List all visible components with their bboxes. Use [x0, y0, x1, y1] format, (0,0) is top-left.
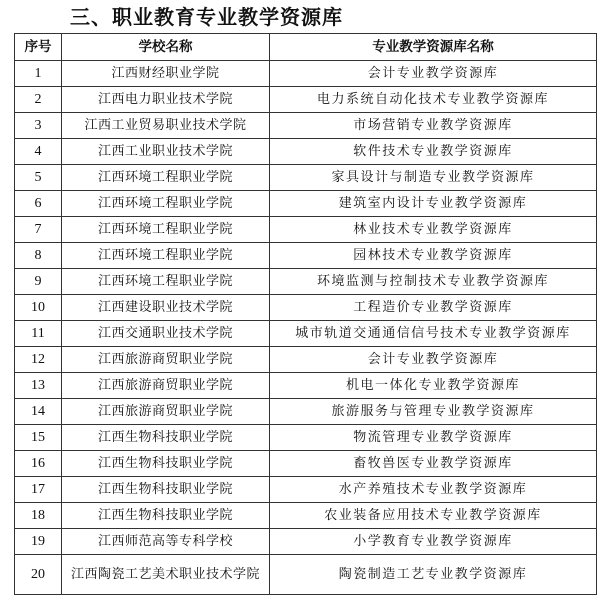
- school-name: 江西环境工程职业学院: [62, 217, 270, 243]
- library-name: 水产养殖技术专业教学资源库: [270, 477, 597, 503]
- table-row: [15, 217, 597, 243]
- table-row: [15, 191, 597, 217]
- row-number: 5: [15, 165, 62, 191]
- school-name: 江西师范高等专科学校: [62, 529, 270, 555]
- library-name: 物流管理专业教学资源库: [270, 425, 597, 451]
- row-number: 6: [15, 191, 62, 217]
- table-header-row: [15, 34, 597, 61]
- library-name: 会计专业教学资源库: [270, 61, 597, 87]
- row-number: 20: [15, 555, 62, 595]
- library-name: 城市轨道交通通信信号技术专业教学资源库: [270, 321, 597, 347]
- row-number: 19: [15, 529, 62, 555]
- table-row: [15, 425, 597, 451]
- library-name: 园林技术专业教学资源库: [270, 243, 597, 269]
- table-row: [15, 451, 597, 477]
- library-name: 市场营销专业教学资源库: [270, 113, 597, 139]
- column-header-school: 学校名称: [62, 34, 270, 61]
- table-row: [15, 87, 597, 113]
- row-number: 12: [15, 347, 62, 373]
- section-heading: 三、职业教育专业教学资源库: [70, 5, 343, 29]
- table-row: [15, 61, 597, 87]
- library-name: 软件技术专业教学资源库: [270, 139, 597, 165]
- table-row: [15, 165, 597, 191]
- table-row: [15, 555, 597, 595]
- library-name: 环境监测与控制技术专业教学资源库: [270, 269, 597, 295]
- library-name: 旅游服务与管理专业教学资源库: [270, 399, 597, 425]
- table-row: [15, 373, 597, 399]
- school-name: 江西陶瓷工艺美术职业技术学院: [62, 555, 270, 595]
- school-name: 江西环境工程职业学院: [62, 165, 270, 191]
- row-number: 16: [15, 451, 62, 477]
- school-name: 江西生物科技职业学院: [62, 425, 270, 451]
- row-number: 4: [15, 139, 62, 165]
- row-number: 9: [15, 269, 62, 295]
- school-name: 江西电力职业技术学院: [62, 87, 270, 113]
- school-name: 江西工业职业技术学院: [62, 139, 270, 165]
- school-name: 江西交通职业技术学院: [62, 321, 270, 347]
- library-name: 会计专业教学资源库: [270, 347, 597, 373]
- table-row: [15, 321, 597, 347]
- row-number: 2: [15, 87, 62, 113]
- library-name: 工程造价专业教学资源库: [270, 295, 597, 321]
- library-name: 小学教育专业教学资源库: [270, 529, 597, 555]
- table-row: [15, 477, 597, 503]
- school-name: 江西生物科技职业学院: [62, 503, 270, 529]
- row-number: 15: [15, 425, 62, 451]
- row-number: 18: [15, 503, 62, 529]
- table-row: [15, 295, 597, 321]
- library-name: 林业技术专业教学资源库: [270, 217, 597, 243]
- school-name: 江西旅游商贸职业学院: [62, 373, 270, 399]
- school-name: 江西环境工程职业学院: [62, 269, 270, 295]
- row-number: 13: [15, 373, 62, 399]
- row-number: 14: [15, 399, 62, 425]
- row-number: 8: [15, 243, 62, 269]
- library-name: 建筑室内设计专业教学资源库: [270, 191, 597, 217]
- school-name: 江西环境工程职业学院: [62, 191, 270, 217]
- school-name: 江西工业贸易职业技术学院: [62, 113, 270, 139]
- table-row: [15, 529, 597, 555]
- column-header-library: 专业教学资源库名称: [270, 34, 597, 61]
- column-header-number: 序号: [15, 34, 62, 61]
- row-number: 1: [15, 61, 62, 87]
- school-name: 江西旅游商贸职业学院: [62, 347, 270, 373]
- table-row: [15, 243, 597, 269]
- school-name: 江西旅游商贸职业学院: [62, 399, 270, 425]
- table-row: [15, 113, 597, 139]
- school-name: 江西财经职业学院: [62, 61, 270, 87]
- row-number: 17: [15, 477, 62, 503]
- library-name: 畜牧兽医专业教学资源库: [270, 451, 597, 477]
- table-row: [15, 503, 597, 529]
- row-number: 10: [15, 295, 62, 321]
- library-name: 家具设计与制造专业教学资源库: [270, 165, 597, 191]
- school-name: 江西生物科技职业学院: [62, 477, 270, 503]
- school-name: 江西生物科技职业学院: [62, 451, 270, 477]
- school-name: 江西建设职业技术学院: [62, 295, 270, 321]
- library-name: 电力系统自动化技术专业教学资源库: [270, 87, 597, 113]
- table-row: [15, 269, 597, 295]
- library-name: 陶瓷制造工艺专业教学资源库: [270, 555, 597, 595]
- row-number: 7: [15, 217, 62, 243]
- library-name: 机电一体化专业教学资源库: [270, 373, 597, 399]
- school-name: 江西环境工程职业学院: [62, 243, 270, 269]
- table-row: [15, 139, 597, 165]
- row-number: 11: [15, 321, 62, 347]
- table-row: [15, 399, 597, 425]
- table-row: [15, 347, 597, 373]
- library-name: 农业装备应用技术专业教学资源库: [270, 503, 597, 529]
- resource-library-table: [14, 33, 597, 595]
- row-number: 3: [15, 113, 62, 139]
